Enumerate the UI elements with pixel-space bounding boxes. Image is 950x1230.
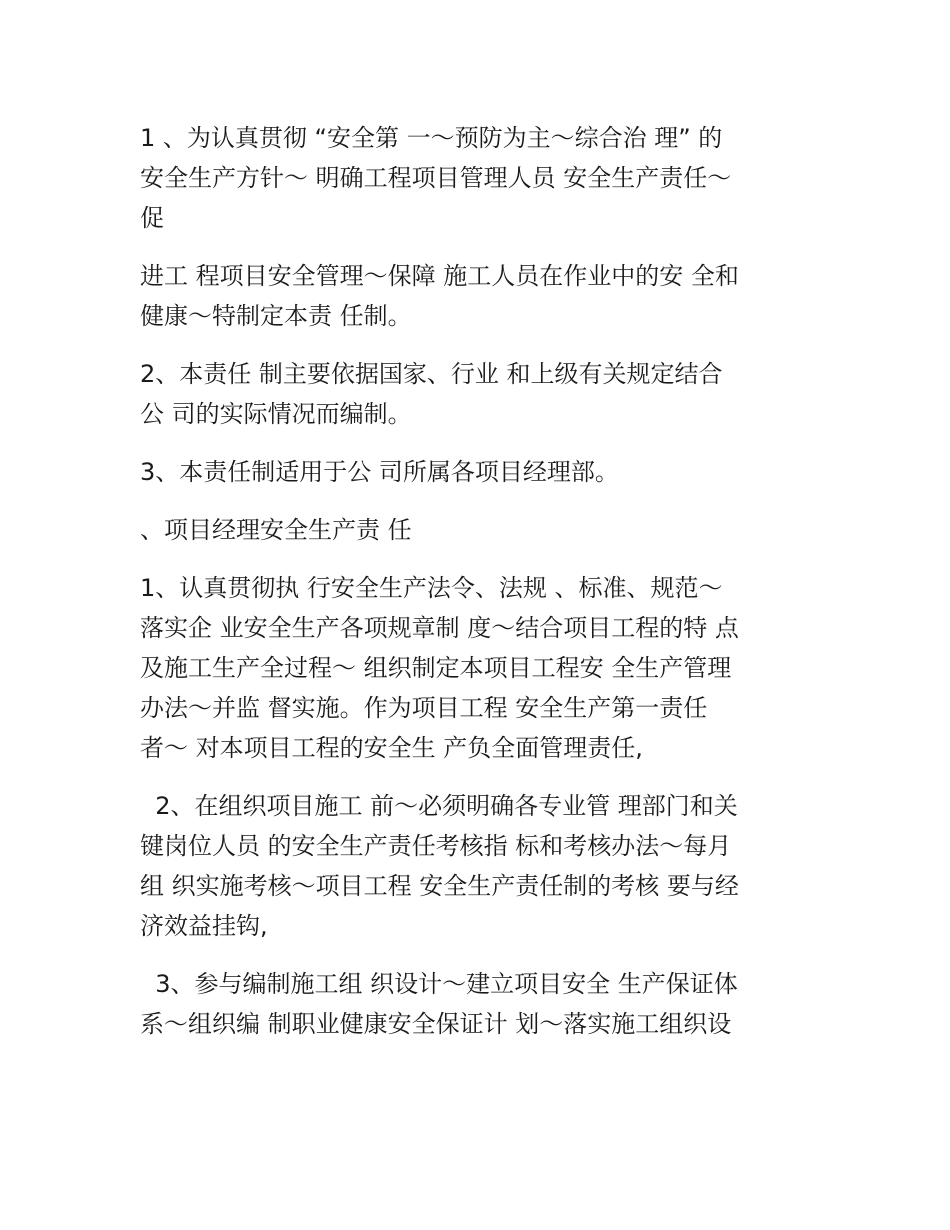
- text-line: 济效益挂钩,: [140, 912, 268, 940]
- text-line: 1 、为认真贯彻 “安全第 一～预防为主～综合治 理” 的: [140, 124, 723, 152]
- text-line: 3、参与编制施工组 织设计～建立项目安全 生产保证体: [140, 970, 738, 998]
- text-line: 公 司的实际情况而编制。: [140, 400, 412, 428]
- text-line: 者～ 对本项目工程的安全生 产负全面管理责任,: [140, 734, 643, 762]
- text-line: 键岗位人员 的安全生产责任考核指 标和考核办法～每月: [140, 832, 732, 860]
- text-line: 及施工生产全过程～ 组织制定本项目工程安 全生产管理: [140, 654, 732, 682]
- document-body: [140, 118, 812, 1062]
- paragraph-intro-1: [140, 118, 812, 238]
- text-line: 、项目经理安全生产责 任: [140, 516, 412, 544]
- paragraph-duty-2: [140, 786, 812, 946]
- text-line: 2、本责任 制主要依据国家、行业 和上级有关规定结合: [140, 360, 723, 388]
- text-line: 落实企 业安全生产各项规章制 度～结合项目工程的特 点: [140, 614, 739, 642]
- paragraph-duty-3: [140, 964, 812, 1044]
- text-line: 组 织实施考核～项目工程 安全生产责任制的考核 要与经: [140, 872, 739, 900]
- text-line: 健康～特制定本责 任制。: [140, 302, 412, 330]
- paragraph-intro-1-continued: [140, 256, 812, 336]
- text-line: 3、本责任制适用于公 司所属各项目经理部。: [140, 458, 619, 486]
- text-line: 1、认真贯彻执 行安全生产法令、法规 、标准、规范～: [140, 574, 723, 602]
- paragraph-intro-3: [140, 452, 812, 492]
- text-line: 系～组织编 制职业健康安全保证计 划～落实施工组织设: [140, 1010, 732, 1038]
- paragraph-duty-1: [140, 568, 812, 768]
- paragraph-intro-2: [140, 354, 812, 434]
- section-heading-project-manager: [140, 510, 812, 550]
- text-line: 促: [140, 204, 164, 232]
- text-line: 进工 程项目安全管理～保障 施工人员在作业中的安 全和: [140, 262, 739, 290]
- text-line: 办法～并监 督实施。作为项目工程 安全生产第一责任: [140, 694, 708, 722]
- text-line: 安全生产方针～ 明确工程项目管理人员 安全生产责任～: [140, 164, 732, 192]
- text-line: 2、在组织项目施工 前～必须明确各专业管 理部门和关: [140, 792, 738, 820]
